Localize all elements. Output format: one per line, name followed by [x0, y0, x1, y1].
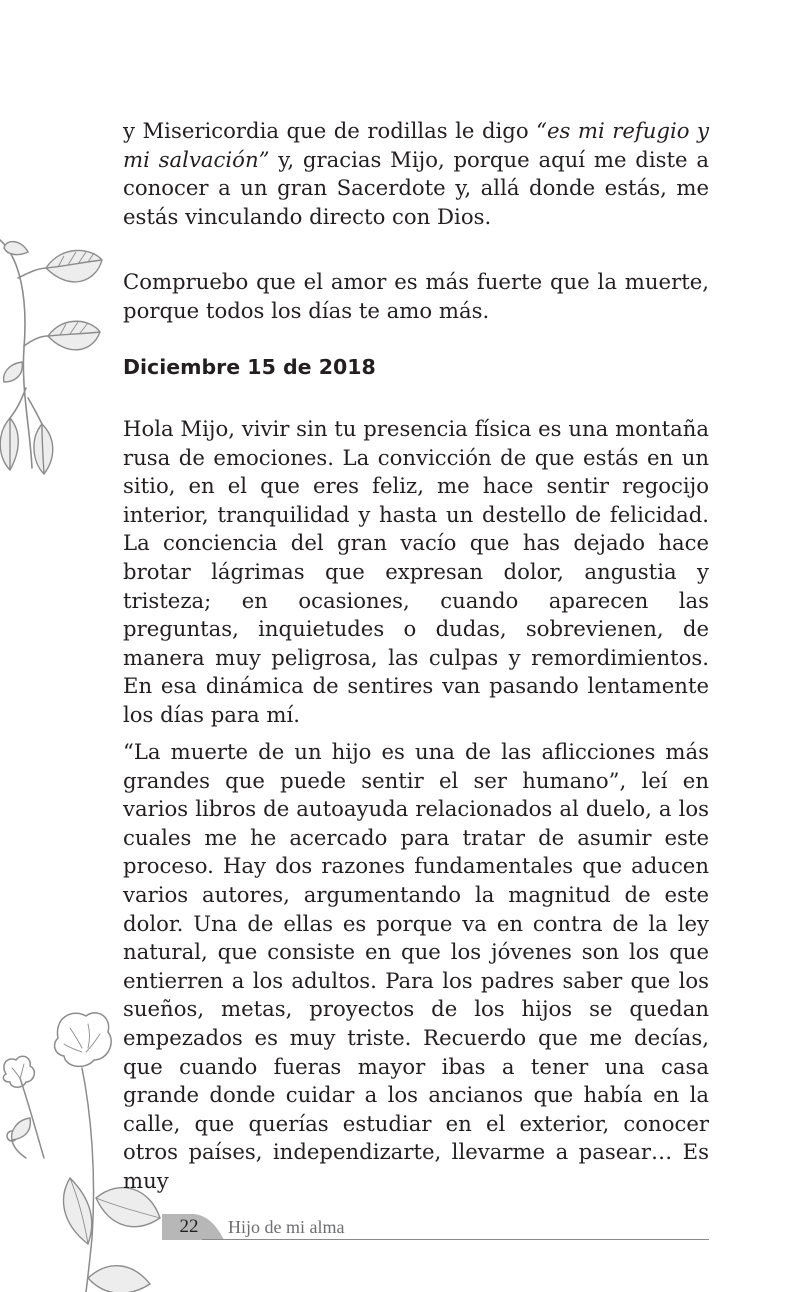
date-heading: Diciembre 15 de 2018: [123, 355, 376, 379]
page-number: 22: [179, 1216, 199, 1237]
paragraph-2-text: Compruebo que el amor es más fuerte que la muerte, porque todos los días te amo más.: [123, 269, 709, 323]
paragraph-3: [123, 415, 709, 730]
paragraph-2: [123, 268, 709, 325]
paragraph-4: [123, 738, 709, 1196]
paragraph-3-text: Hola Mijo, vivir sin tu presencia física es una montaña rusa de emociones. La convicción de que estás en un sitio, en el que eres feliz, me hace sentir regocijo interior, tranquilidad y hasta un destello de felicidad. La conciencia del gran vacío que has dejado hace brotar lágrimas que expresan dolor, angustia y tristeza; en ocasiones, cuando aparecen las preguntas, inquietudes o dudas, sobrevienen, de manera muy peligrosa, las culpas y remordimientos. En esa dinámica de sentires van pasando lentamente los días para mí.: [123, 416, 709, 727]
paragraph-1-text-end: y, gracias Mijo, porque aquí me diste a conocer a un gran Sacerdote y, allá donde estás, me estás vinculando directo con Dios.: [123, 146, 709, 229]
paragraph-4-text: “La muerte de un hijo es una de las aflicciones más grandes que puede sentir el ser humano”, leí en varios libros de autoayuda relacionados al duelo, a los cuales me he acercado para tratar de asumir este proceso. Hay dos razones fundamentales que aducen varios autores, argumentando la magnitud de este dolor. Una de ellas es porque va en contra de la ley natural, que consiste en que los jóvenes son los que entierren a los adultos. Para los padres saber que los sueños, metas, proyectos de los hijos se quedan empezados es muy triste. Recuerdo que me decías, que cuando fueras mayor ibas a tener una casa grande donde cuidar a los ancianos que había en la calle, que querías estudiar en el exterior, conocer otros países, independizarte, llevarme a pasear… Es muy: [123, 739, 709, 1193]
paragraph-1-quote: “es mi refugio y mi salvación”: [123, 118, 709, 172]
paragraph-1: [123, 117, 709, 231]
paragraph-1-text-start: y Misericordia que de rodillas le digo: [123, 118, 537, 143]
footer-rule: [202, 1239, 709, 1240]
page-footer: [162, 1214, 709, 1242]
leafy-branch-illustration: [0, 238, 110, 498]
book-title: Hijo de mi alma: [228, 1217, 345, 1237]
